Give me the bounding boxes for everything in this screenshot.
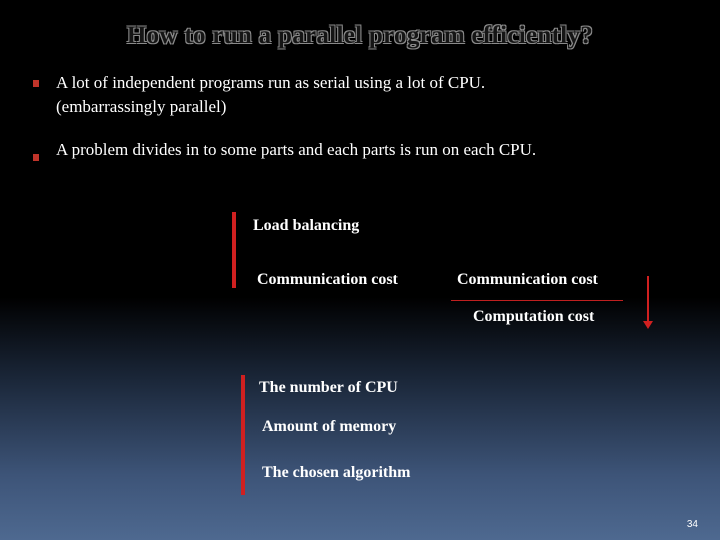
ratio-divider-line [451, 300, 623, 301]
load-balancing-label: Load balancing [253, 217, 360, 234]
slide-title: How to run a parallel program efficiently? [126, 22, 594, 49]
cpu-count-label: The number of CPU [259, 379, 398, 396]
bullet-2-line-1: A problem divides in to some parts and each parts is run on each CPU. [56, 140, 537, 159]
down-arrow-shaft [647, 276, 649, 322]
memory-label: Amount of memory [262, 418, 397, 435]
bracket-group-2 [241, 375, 245, 495]
bullet-marker-1 [33, 80, 39, 87]
bullet-1-line-1: A lot of independent programs run as serial using a lot of CPU. [56, 73, 486, 92]
page-number: 34 [686, 519, 698, 530]
down-arrow-icon [643, 321, 653, 329]
algorithm-label: The chosen algorithm [262, 464, 411, 481]
bracket-group-1 [232, 212, 236, 288]
ratio-numerator: Communication cost [457, 271, 598, 288]
bullet-marker-2 [33, 154, 39, 161]
communication-cost-label: Communication cost [257, 271, 398, 288]
ratio-denominator: Computation cost [473, 308, 595, 325]
bullet-1-line-2: (embarrassingly parallel) [56, 97, 227, 116]
